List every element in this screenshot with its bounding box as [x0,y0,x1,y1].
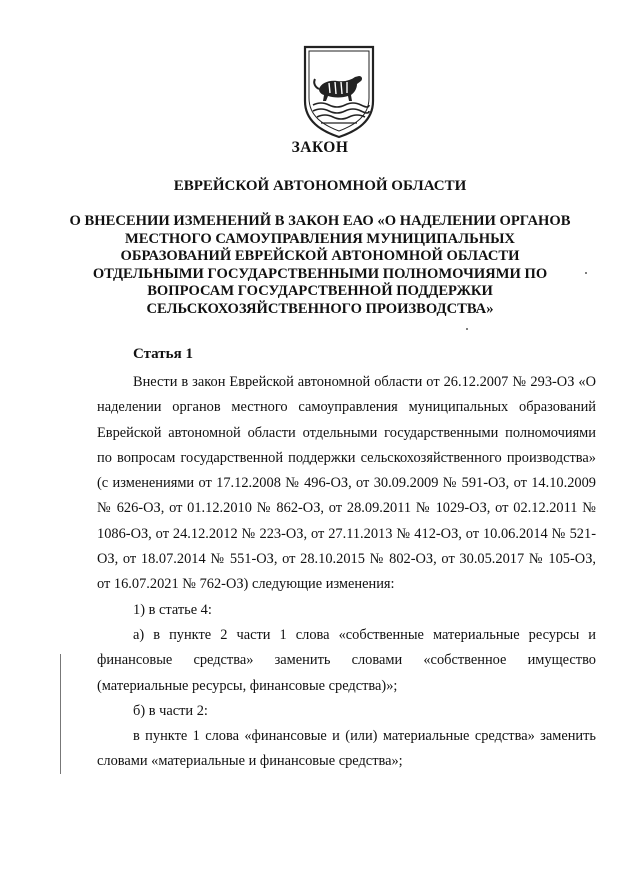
article-paragraph: Внести в закон Еврейской автономной области от 26.12.2007 № 293-ОЗ «О наделении органов местного самоуправления муниципальных образований Еврейской автономной области отдельными государственными полномочиями по вопросам государственной поддержки сельскохозяйственного производства» (с изменениями от 17.12.2008 № 496-ОЗ, от 30.09.2009 № 591-ОЗ, от 14.10.2009 № 626-ОЗ, от 01.12.2010 № 862-ОЗ, от 28.09.2011 № 1029-ОЗ, от 02.12.2011 № 1086-ОЗ, от 24.12.2012 № 223-ОЗ, от 27.11.2013 № 412-ОЗ, от 10.06.2014 № 521-ОЗ, от 18.07.2014 № 551-ОЗ, от 28.10.2015 № 802-ОЗ, от 30.05.2017 № 105-ОЗ, от 16.07.2021 № 762-ОЗ) следующие изменения: [97,374,596,593]
law-title-line: ОТДЕЛЬНЫМИ ГОСУДАРСТВЕННЫМИ ПОЛНОМОЧИЯМИ ПО [92,265,548,282]
article-paragraph: 1) в статье 4: [133,601,212,618]
article-paragraph: б) в части 2: [133,702,208,719]
law-title [0,213,640,319]
scan-speck [585,272,587,274]
law-title-line: СЕЛЬСКОХОЗЯЙСТВЕННОГО ПРОИЗВОДСТВА» [146,300,494,317]
law-title-line: О ВНЕСЕНИИ ИЗМЕНЕНИЙ В ЗАКОН ЕАО «О НАДЕЛЕНИИ ОРГАНОВ [69,213,571,229]
article-paragraph: в пункте 1 слова «финансовые и (или) материальные средства» заменить словами «материальные и финансовые средства»; [97,728,596,770]
law-title-line: ОБРАЗОВАНИЙ ЕВРЕЙСКОЙ АВТОНОМНОЙ ОБЛАСТИ [120,248,520,265]
article-heading: Статья 1 [133,346,193,362]
coat-of-arms-icon [299,43,379,139]
issuing-region: ЕВРЕЙСКОЙ АВТОНОМНОЙ ОБЛАСТИ [173,178,467,194]
article-paragraph: а) в пункте 2 части 1 слова «собственные материальные ресурсы и финансовые средства» заменить словами «собственное имущество (материальные ресурсы, финансовые средства)»; [97,626,596,694]
scan-artifact-line [60,654,61,774]
law-title-line: МЕСТНОГО САМОУПРАВЛЕНИЯ МУНИЦИПАЛЬНЫХ [125,230,515,247]
document-type: ЗАКОН [291,139,349,156]
law-title-line: ВОПРОСАМ ГОСУДАРСТВЕННОЙ ПОДДЕРЖКИ [147,283,493,300]
scan-speck [466,328,468,330]
article-body [97,370,596,775]
